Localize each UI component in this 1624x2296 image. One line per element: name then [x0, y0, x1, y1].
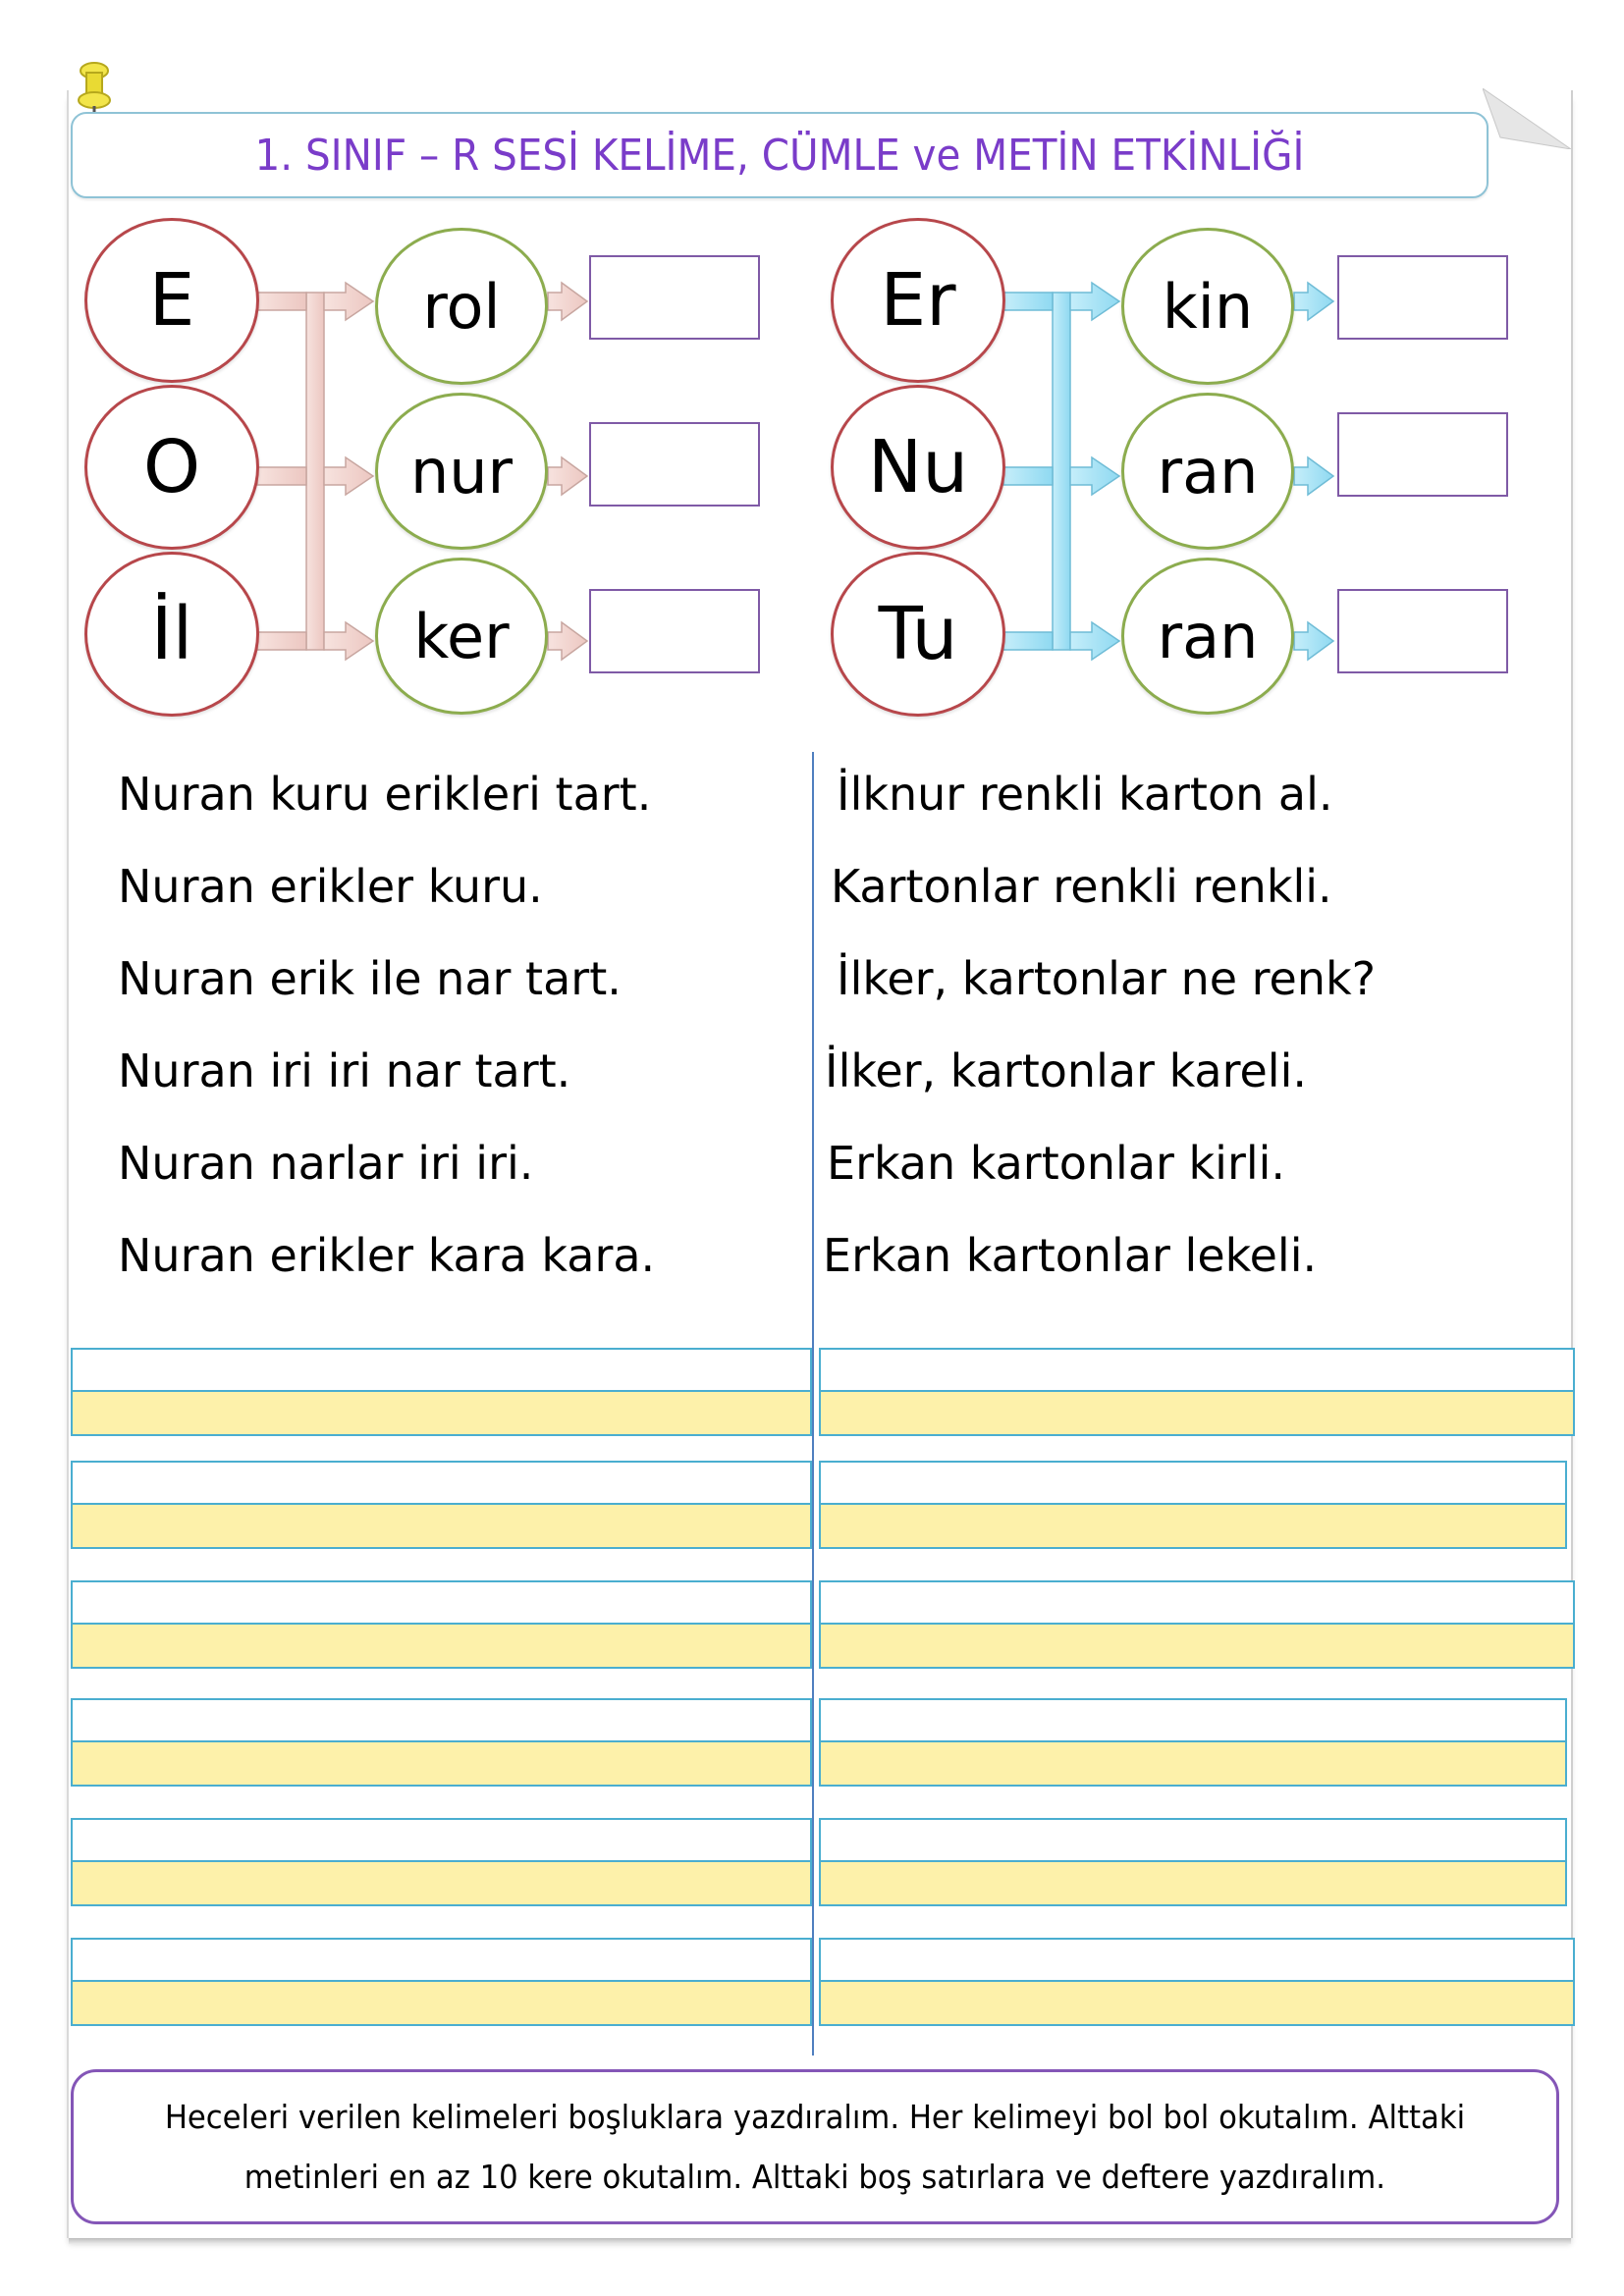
writing-line[interactable] — [71, 1818, 812, 1906]
first-syllable-text: İl — [150, 592, 193, 676]
page-title: 1. SINIF – R SESİ KELİME, CÜMLE ve METİN ETKİNLİĞİ — [254, 130, 1305, 181]
writing-line[interactable] — [71, 1461, 812, 1549]
writing-line[interactable] — [819, 1698, 1567, 1787]
second-syllable-text: ran — [1157, 600, 1259, 672]
reading-sentence: Nuran erikler kuru. — [118, 860, 543, 913]
second-syllable-text: kin — [1162, 270, 1254, 343]
reading-sentence: İlker, kartonlar kareli. — [825, 1044, 1307, 1097]
writing-line[interactable] — [819, 1461, 1567, 1549]
first-syllable-text: Er — [880, 258, 956, 343]
second-syllable-circle — [1121, 228, 1294, 385]
writing-line[interactable] — [71, 1580, 812, 1669]
writing-line[interactable] — [819, 1938, 1575, 2026]
writing-line[interactable] — [71, 1938, 812, 2026]
first-syllable-circle — [831, 218, 1005, 383]
first-syllable-text: Nu — [867, 425, 969, 509]
writing-line[interactable] — [819, 1818, 1567, 1906]
answer-box[interactable] — [589, 589, 760, 673]
reading-sentence: Kartonlar renkli renkli. — [831, 860, 1332, 913]
second-syllable-circle — [375, 393, 548, 550]
answer-box[interactable] — [1337, 589, 1508, 673]
first-syllable-circle — [84, 552, 259, 717]
reading-sentence: Nuran iri iri nar tart. — [118, 1044, 571, 1097]
first-syllable-circle — [831, 385, 1005, 550]
instruction-line: Heceleri verilen kelimeleri boşluklara yazdıralım. Her kelimeyi bol bol okutalım. Alttaki — [164, 2098, 1466, 2136]
first-syllable-circle — [84, 385, 259, 550]
second-syllable-circle — [375, 558, 548, 715]
writing-line[interactable] — [819, 1348, 1575, 1436]
answer-box[interactable] — [589, 255, 760, 340]
first-syllable-circle — [831, 552, 1005, 717]
reading-sentence: İlknur renkli karton al. — [837, 768, 1333, 821]
instruction-box — [71, 2069, 1559, 2224]
reading-sentence: Nuran erikler kara kara. — [118, 1229, 656, 1282]
second-syllable-text: ker — [413, 600, 510, 672]
writing-line[interactable] — [71, 1698, 812, 1787]
first-syllable-text: O — [142, 425, 201, 509]
second-syllable-circle — [375, 228, 548, 385]
first-syllable-circle — [84, 218, 259, 383]
first-syllable-text: E — [148, 258, 195, 343]
second-syllable-text: nur — [409, 435, 514, 507]
reading-sentence: İlker, kartonlar ne renk? — [837, 952, 1377, 1005]
second-syllable-text: rol — [422, 270, 501, 343]
reading-sentence: Nuran narlar iri iri. — [118, 1137, 534, 1190]
answer-box[interactable] — [589, 422, 760, 507]
column-divider — [812, 752, 814, 2056]
reading-sentence: Erkan kartonlar kirli. — [827, 1137, 1286, 1190]
second-syllable-circle — [1121, 558, 1294, 715]
first-syllable-text: Tu — [878, 592, 958, 676]
reading-sentence: Nuran erik ile nar tart. — [118, 952, 622, 1005]
reading-sentence: Nuran kuru erikleri tart. — [118, 768, 652, 821]
answer-box[interactable] — [1337, 412, 1508, 497]
writing-line[interactable] — [71, 1348, 812, 1436]
writing-line[interactable] — [819, 1580, 1575, 1669]
answer-box[interactable] — [1337, 255, 1508, 340]
instruction-line: metinleri en az 10 kere okutalım. Alttaki boş satırlara ve deftere yazdıralım. — [244, 2158, 1386, 2196]
second-syllable-text: ran — [1157, 435, 1259, 507]
second-syllable-circle — [1121, 393, 1294, 550]
reading-sentence: Erkan kartonlar lekeli. — [823, 1229, 1318, 1282]
